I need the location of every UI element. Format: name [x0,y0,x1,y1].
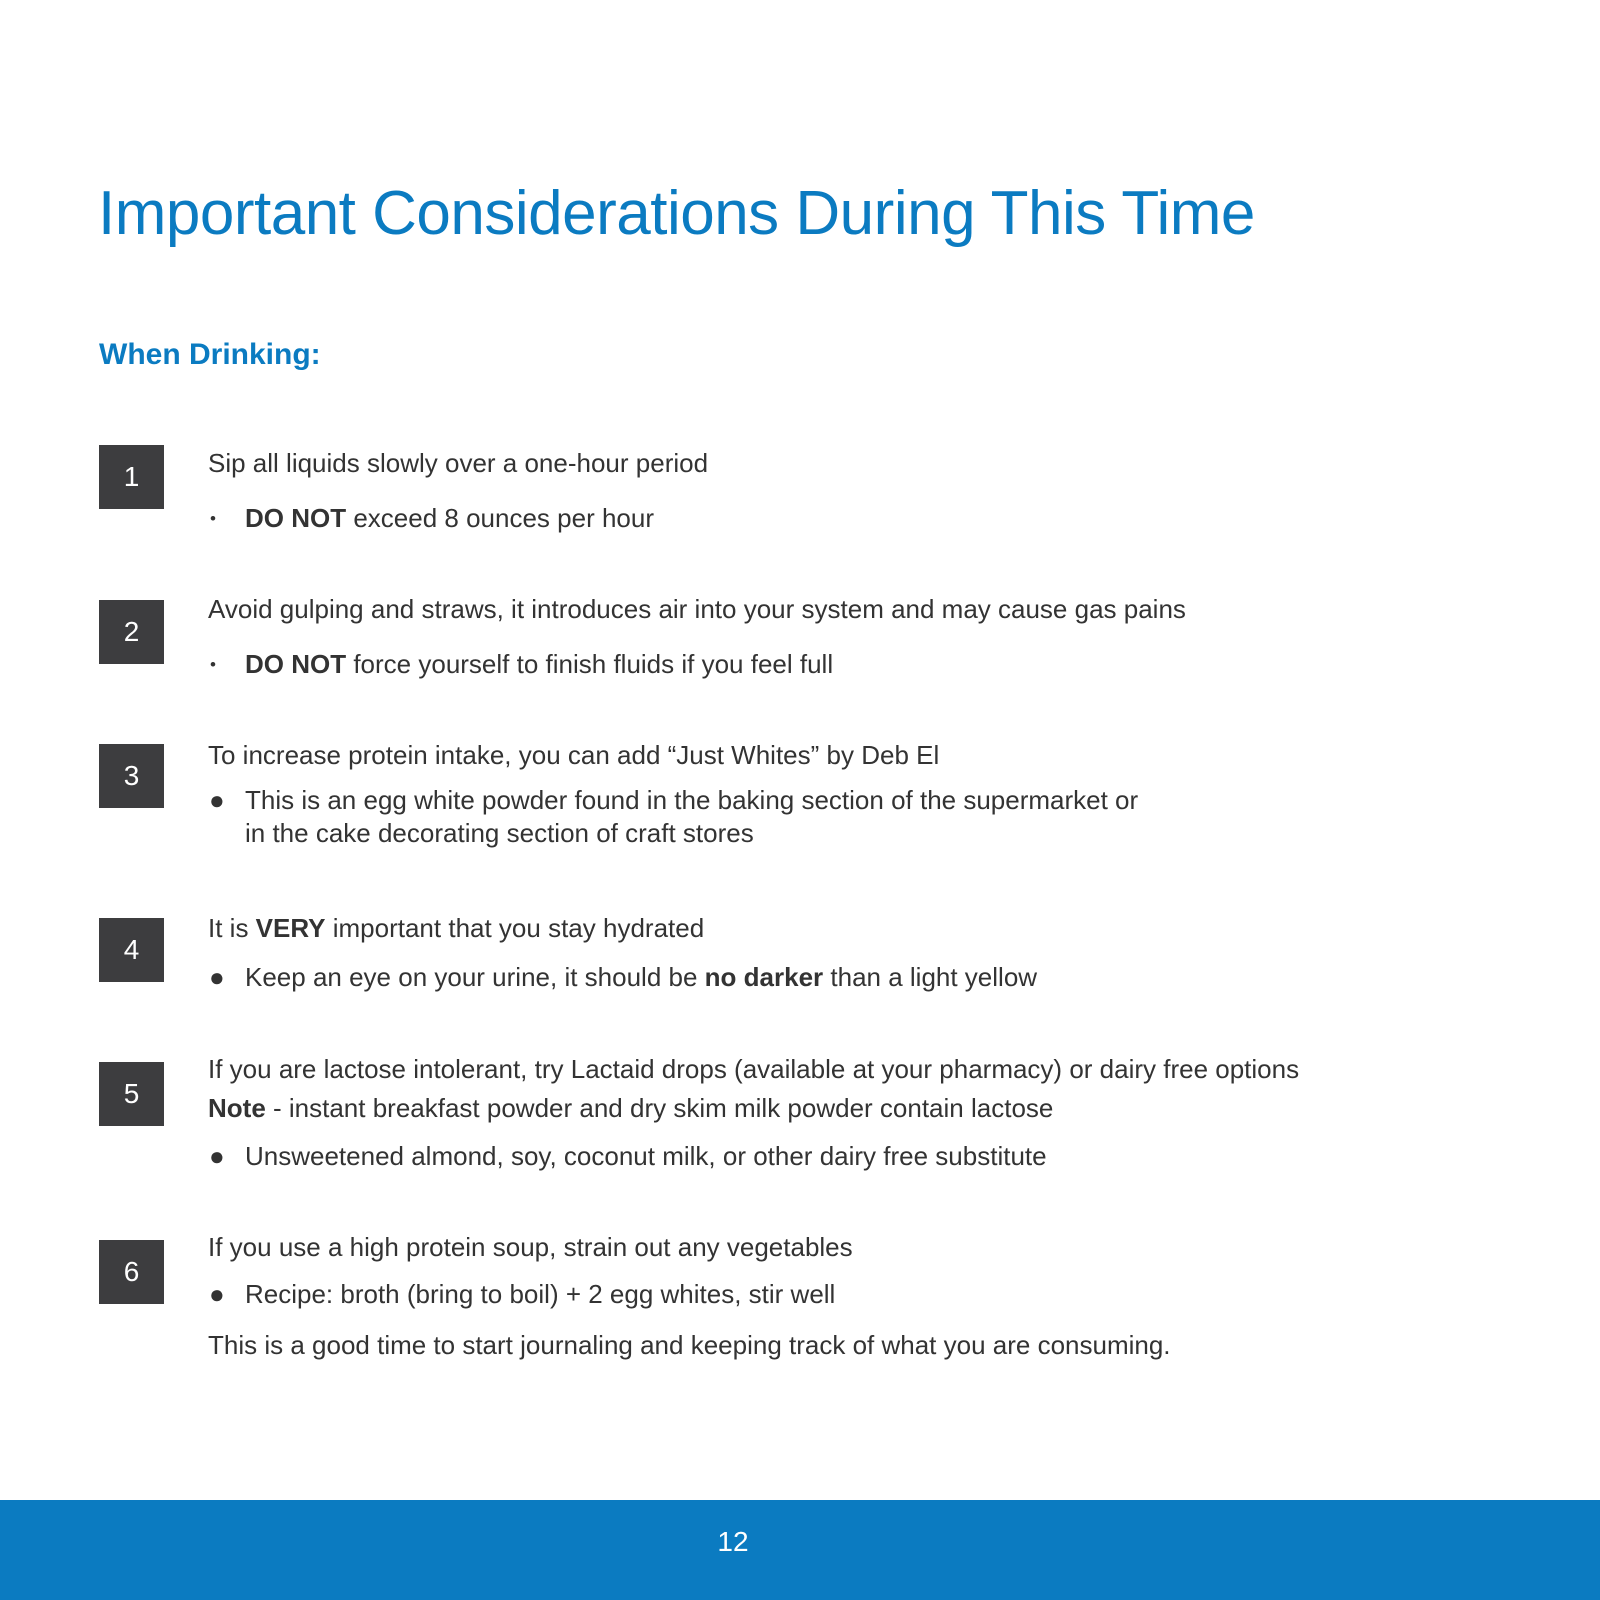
item-bullet [208,645,1508,684]
emphasis-text: Note [208,1093,266,1123]
item-main-text: If you are lactose intolerant, try Lactaid drops (available at your pharmacy) or dairy free options [208,1054,1300,1084]
bullet-icon: ● [209,785,225,815]
bullet-text: Unsweetened almond, soy, coconut milk, or other dairy free substitute [245,1141,1047,1171]
bullet-icon: ● [209,1279,225,1309]
emphasis-text: DO NOT [245,649,347,679]
page-number: 12 [717,1526,749,1557]
item-number-box: 1 [99,445,164,509]
item-main-text: Avoid gulping and straws, it introduces air into your system and may cause gas pains [208,594,1186,624]
item-note-text [208,1089,1508,1128]
bullet-text: force yourself to finish fluids if you feel full [346,649,834,679]
bullet-text-line-1: This is an egg white powder found in the baking section of the supermarket or [245,785,1139,815]
bullet-icon: ● [209,962,225,992]
emphasis-text: VERY [255,913,326,943]
item-bullet [208,958,1508,997]
item-text [208,1228,1508,1365]
text-segment: than a light yellow [823,962,1038,992]
item-text [208,444,1508,538]
item-number-box: 5 [99,1062,164,1126]
bullet-text-line-2: in the cake decorating section of craft stores [245,818,754,848]
item-bullet [208,1275,1508,1314]
page-title: Important Considerations During This Time [98,179,1255,248]
item-main-text: Sip all liquids slowly over a one-hour period [208,448,709,478]
text-segment: Keep an eye on your urine, it should be [245,962,705,992]
bullet-text: Recipe: broth (bring to boil) + 2 egg whites, stir well [245,1279,836,1309]
item-text [208,1050,1508,1176]
bullet-icon: • [210,509,216,528]
item-bullet [208,784,1508,850]
item-main-text: If you use a high protein soup, strain out any vegetables [208,1232,853,1262]
footer-bar [0,1500,1600,1600]
item-number-box: 4 [99,918,164,982]
emphasis-text: no darker [704,962,824,992]
item-number-box: 3 [99,744,164,808]
text-segment: - instant breakfast powder and dry skim milk powder contain lactose [265,1093,1054,1123]
item-number-box: 6 [99,1240,164,1304]
item-bullet [208,1137,1508,1176]
emphasis-text: DO NOT [245,503,347,533]
item-text [208,909,1508,997]
item-main-text [208,909,1508,948]
text-segment: important that you stay hydrated [325,913,705,943]
bullet-icon: • [210,655,216,674]
text-segment: It is [208,913,256,943]
item-bullet [208,499,1508,538]
item-main-text: To increase protein intake, you can add “Just Whites” by Deb El [208,740,940,770]
section-heading: When Drinking: [99,338,321,371]
item-text [208,590,1508,684]
closing-note: This is a good time to start journaling and keeping track of what you are consuming. [208,1330,1171,1360]
bullet-text: exceed 8 ounces per hour [346,503,654,533]
bullet-icon: ● [209,1141,225,1171]
item-number-box: 2 [99,600,164,664]
item-text [208,736,1508,850]
